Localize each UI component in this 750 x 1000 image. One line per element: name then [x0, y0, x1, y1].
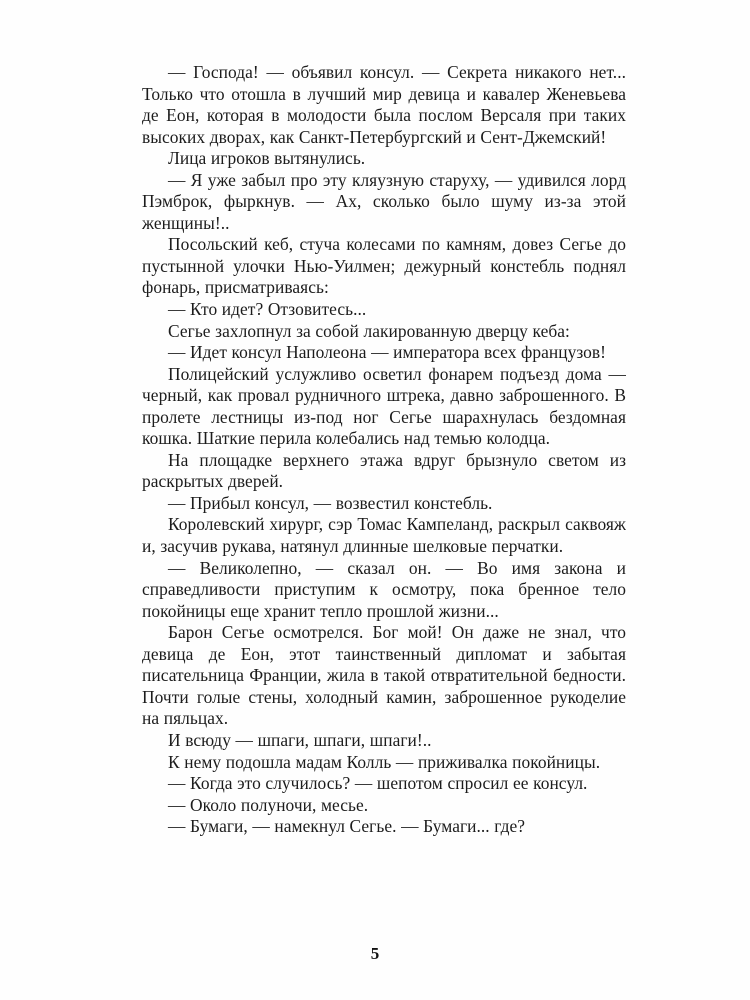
- paragraph: Сегье захлопнул за собой лакированную дверцу кеба:: [168, 320, 570, 341]
- paragraph: — Я уже забыл про эту кляузную старуху, — удивился лорд Пэмброк, фыркнув. — Ах, сколько было шуму из-за этой женщины!..: [142, 169, 626, 233]
- page-text-body: [142, 62, 626, 838]
- paragraph: — Около полуночи, месье.: [168, 794, 369, 815]
- paragraph: — Кто идет? Отзовитесь...: [168, 299, 367, 320]
- paragraph: К нему подошла мадам Колль — приживалка покойницы.: [168, 751, 601, 772]
- paragraph: — Когда это случилось? — шепотом спросил ее консул.: [168, 773, 588, 794]
- paragraph: Посольский кеб, стуча колесами по камням, довез Сегье до пустынной улочки Нью-Уилмен; дежурный констебль поднял фонарь, присматриваясь:: [142, 234, 626, 298]
- paragraph: — Идет консул Наполеона — императора всех французов!: [168, 342, 607, 363]
- paragraph: Барон Сегье осмотрелся. Бог мой! Он даже не знал, что девица де Еон, этот таинственный дипломат и забытая писательница Франции, жила в такой отвратительной бедности. Почти голые стены, холодный камин, заброшенное рукоделие на пяльцах.: [142, 622, 626, 729]
- paragraph: — Великолепно, — сказал он. — Во имя закона и справедливости приступим к осмотру, пока бренное тело покойницы еще хранит тепло прошлой жизни...: [142, 557, 626, 621]
- paragraph: Лица игроков вытянулись.: [168, 148, 366, 169]
- paragraph: И всюду — шпаги, шпаги, шпаги!..: [168, 729, 432, 750]
- paragraph: Полицейский услужливо осветил фонарем подъезд дома — черный, как провал рудничного штрека, давно заброшенного. В пролете лестницы из-под ног Сегье шарахнулась бездомная кошка. Шаткие перила колебались над темью колодца.: [142, 363, 626, 449]
- paragraph: — Господа! — объявил консул. — Секрета никакого нет... Только что отошла в лучший мир девица и кавалер Женевьева де Еон, которая в молодости была послом Версаля при таких высоких дворах, как Санкт-Петербургский и Сент-Джемский!: [142, 62, 626, 147]
- page-number: 5: [370, 944, 380, 963]
- paragraph: — Бумаги, — намекнул Сегье. — Бумаги... где?: [168, 816, 526, 837]
- paragraph: — Прибыл консул, — возвестил констебль.: [168, 492, 493, 513]
- paragraph: На площадке верхнего этажа вдруг брызнуло светом из раскрытых дверей.: [142, 449, 626, 492]
- paragraph: Королевский хирург, сэр Томас Кампеланд, раскрыл саквояж и, засучив рукава, натянул длинные шелковые перчатки.: [142, 514, 626, 557]
